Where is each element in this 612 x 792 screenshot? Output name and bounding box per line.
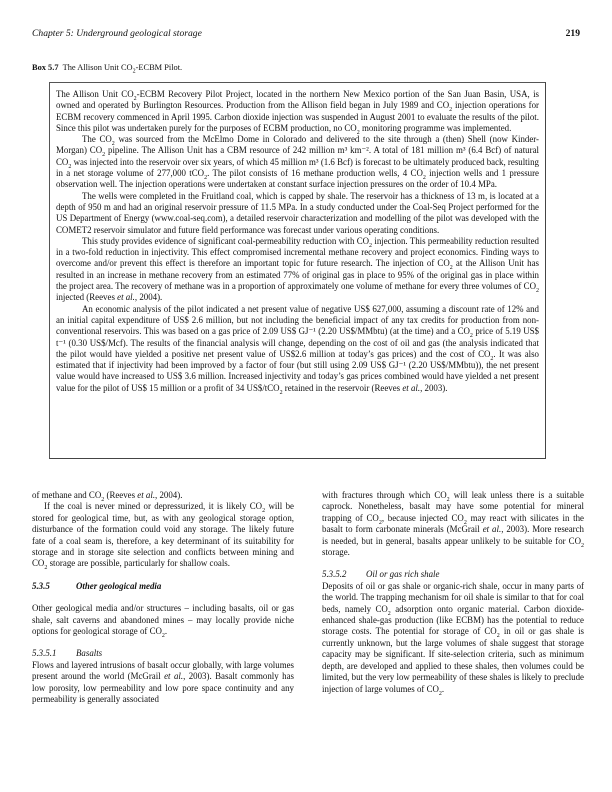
text-run: . (441, 683, 445, 694)
subscript: 2 (102, 152, 106, 159)
subsection-heading (32, 648, 294, 659)
text-run: . (164, 626, 168, 637)
subscript: 2 (536, 287, 539, 294)
subscript: 2 (463, 519, 467, 526)
box-paragraph (56, 236, 539, 304)
body-paragraph (32, 490, 294, 501)
subscript: 2 (356, 129, 360, 136)
text-run: An economic analysis of the pilot indicated a net present value of negative US$ 627,000, assuming a discount rate of 12% and an initial capital expenditure of US$ 2.6 million, but not including the beneficial impact of any tax credits for production from non-conventional reservoirs. This was based on a gas price of 2.09 US$ GJ⁻¹ (2.20 US$/MMbtu) (at the time) and a CO (56, 303, 539, 337)
subsection-title: Oil or gas rich shale (366, 569, 440, 580)
text-run: was injected into the reservoir over six years, of which 45 million m³ (1.6 Bcf) is forecast to be ultimately produced back, resulting in a net storage volume of 277,000 tCO (56, 156, 539, 179)
subscript: 2 (449, 265, 453, 272)
text-run: monitoring programme was implemented. (359, 122, 512, 133)
text-run: storage. (322, 547, 350, 558)
subscript: 2 (387, 610, 391, 617)
subscript: 2 (68, 163, 72, 170)
text-run: will be stored for geological time, but, as with any geological storage option, disturbance of the formation could void any storage. The likely future fate of a coal seam is, therefore, a key determinant of its suitability for storage and in storage site selection and conflicts between mining and CO (32, 501, 294, 569)
box-paragraph (56, 191, 539, 236)
text-run: (Reeves (104, 490, 138, 500)
box-label: Box 5.7 (32, 63, 59, 72)
text-run: , 2004). (155, 490, 183, 500)
subscript: 2 (262, 508, 266, 515)
body-paragraph (322, 581, 584, 695)
text-run: of methane and CO (32, 490, 102, 500)
text-run: retained in the reservoir (Reeves (282, 382, 403, 393)
text-run: Deposits of oil or gas shale or organic-rich shale, occur in many parts of the world. The trapping mechanism for oil shale is similar to that for coal beds, namely CO (322, 580, 584, 614)
text-run: , 2003). Basalt commonly has low porosity, low permeability and low pore space continuity and any permeability is generally associated (32, 671, 294, 705)
subscript: 2 (111, 140, 115, 147)
right-column (322, 490, 584, 695)
italic-citation: et al. (482, 524, 502, 535)
subscript: 2 (161, 632, 165, 639)
running-header (32, 28, 580, 42)
text-box (49, 82, 546, 459)
text-run: in oil or gas shale is currently unknown, but the large volumes of shale suggest that storage capacity may be significant. If site-selection criteria, such as minimum depth, are developed and applied to these shales, then volumes could be limited, but the very low permeability of these shales is likely to preclude injection of large volumes of CO (322, 626, 584, 694)
subscript: 2 (378, 519, 382, 526)
text-run: The CO (82, 134, 112, 145)
section-number: 5.3.5 (32, 580, 50, 591)
subsection-title: Basalts (76, 648, 103, 659)
left-column (32, 490, 294, 706)
text-run: Flows and layered intrusions of basalt occur globally, with large volumes present around the world (McGrail (32, 659, 294, 682)
text-run: was sourced from the McElmo Dome in Colorado and delivered to the site through a (then) Shell (now Kinder-Morgan) CO (56, 134, 539, 156)
subsection-number: 5.3.5.2 (322, 569, 347, 580)
subscript: 2 (438, 690, 442, 697)
body-paragraph (32, 501, 294, 572)
subscript: 2 (496, 633, 500, 640)
body-paragraph (32, 603, 294, 637)
text-run: This study provides evidence of significant coal-permeability reduction with CO (82, 235, 370, 246)
italic-citation: et al. (402, 382, 421, 393)
subscript: 2 (101, 496, 105, 503)
subscript: 2 (449, 107, 453, 114)
text-run: -ECBM Recovery Pilot Project, located in the northern New Mexico portion of the San Juan Basin, USA, is owned and operated by Burlington Resources. Production from the Allison field began in July 1989 and CO (56, 89, 539, 111)
subscript: 2 (581, 542, 584, 549)
text-run: injection operations for ECBM recovery commenced in April 1995. Carbon dioxide injection was suspended in August 2001 to evaluate the results of the pilot. Since this pilot was undertaken purely for the purposes of ECBM production, no CO (56, 100, 539, 133)
text-run: with fractures through which CO (322, 490, 447, 500)
subscript: 2 (44, 565, 48, 572)
subscript: 2 (369, 242, 373, 249)
text-run: injection wells and 1 pressure observation well. The injection operations were undertaken at constant surface injection pressures on the order of 10.4 MPa. (56, 168, 539, 190)
box-caption: Box 5.7 The Allison Unit $CO_2$-ECBM Pilot. (32, 63, 183, 75)
page-number: 219 (565, 28, 580, 39)
subscript: 2 (133, 95, 137, 102)
box-paragraph (56, 304, 539, 394)
text-run: adsorption onto organic material. Carbon dioxide-enhanced shale-gas production (like ECBM) has the potential to reduce storage costs. The potential for storage of CO (322, 603, 584, 637)
text-run: injection. This permeability reduction resulted in a two-fold reduction in injectivity. This effect compromised incremental methane recovery and project economics. Finding ways to overcome and/or prevent this effect is therefore an important topic for future research. The injection of CO (56, 235, 539, 269)
text-run: storage are possible, particularly for shallow coals. (47, 558, 230, 569)
body-paragraph (322, 490, 584, 558)
text-run: may react with silicates in the basalt to form carbonate minerals (McGrail (322, 512, 584, 535)
text-run: . The pilot consists of 16 methane production wells, 4 CO (207, 168, 423, 179)
section-title: Other geological media (76, 580, 162, 591)
subscript: 2 (204, 174, 208, 181)
subscript: 2 (490, 355, 494, 362)
chapter-title: Chapter 5: Underground geological storage (32, 28, 202, 39)
subscript: 2 (469, 333, 473, 340)
section-heading (32, 581, 294, 592)
text-run: , because injected CO (381, 512, 464, 523)
text-run: If the coal is never mined or depressurized, it is likely CO (44, 501, 263, 512)
subscript: 2 (422, 174, 426, 181)
text-run: injected (Reeves (56, 292, 118, 303)
text-run: The Allison Unit CO (56, 89, 134, 99)
text-run: The wells were completed in the Fruitland coal, which is capped by shale. The reservoir has a thickness of 13 m, is located at a depth of 950 m and had an original reservoir pressure of 11.5 MPa. In a study conducted under the Coal-Seq Project performed for the US Department of Energy (www.coal-seq.com), a detailed reservoir characterization and modelling of the pilot was developed with the COMET2 reservoir simulator and future field performance was forecast under various operating conditions. (56, 190, 539, 235)
text-run: Other geological media and/or structures – including basalts, oil or gas shale, salt caverns and abandoned mines – may locally provide niche options for geological storage of CO (32, 603, 294, 637)
italic-citation: et al. (117, 292, 135, 303)
text-run: . It was also estimated that if injectivity had been improved by a factor of four (but still using 2.09 US$ GJ⁻¹ (2.20 US$/MMbtu)), the net present value would have increased to US$ 3.6 million. Increased injectivity and today’s gas prices combined would have yielded a net present value for the pilot of US$ 15 million or a profit of 34 US$/tCO (56, 348, 539, 393)
text-run: price of 5.19 US$ t⁻¹ (0.30 US$/Mcf). The results of the financial analysis will change, depending on the cost of oil and gas (the analysis indicated that the pilot would have yielded a positive net present value of US$2.6 million at today’s gas prices) and the cost of CO (56, 326, 539, 359)
italic-citation: et al. (164, 671, 184, 682)
body-paragraph (32, 660, 294, 706)
text-run: will leak unless there is a suitable caprock. Nonetheless, basalt may have some potential for mineral trapping of CO (322, 490, 584, 523)
text-run: , 2003). (420, 382, 448, 393)
italic-citation: et al. (137, 490, 156, 500)
subscript: 2 (446, 496, 450, 503)
text-run: pipeline. The Allison Unit has a CBM resource of 242 million m³ km⁻². A total of 181 million m³ (6.4 Bcf) of natural CO (56, 145, 539, 167)
text-run: at the Allison Unit has resulted in an increase in methane recovery from an estimated 77% of original gas in place to 95% of the original gas in place within the project area. The recovery of methane was in a proportion of approximately one volume of methane for every three volumes of CO (56, 258, 539, 292)
subsection-heading (322, 569, 584, 580)
box-paragraph (56, 134, 539, 190)
text-run: , 2004). (134, 292, 163, 303)
subsection-number: 5.3.5.1 (32, 648, 57, 659)
text-run: , 2003). More research is needed, but in general, basalts appear unlikely to be suitable for CO (322, 524, 584, 546)
box-paragraph (56, 89, 539, 134)
subscript: 2 (279, 389, 283, 396)
